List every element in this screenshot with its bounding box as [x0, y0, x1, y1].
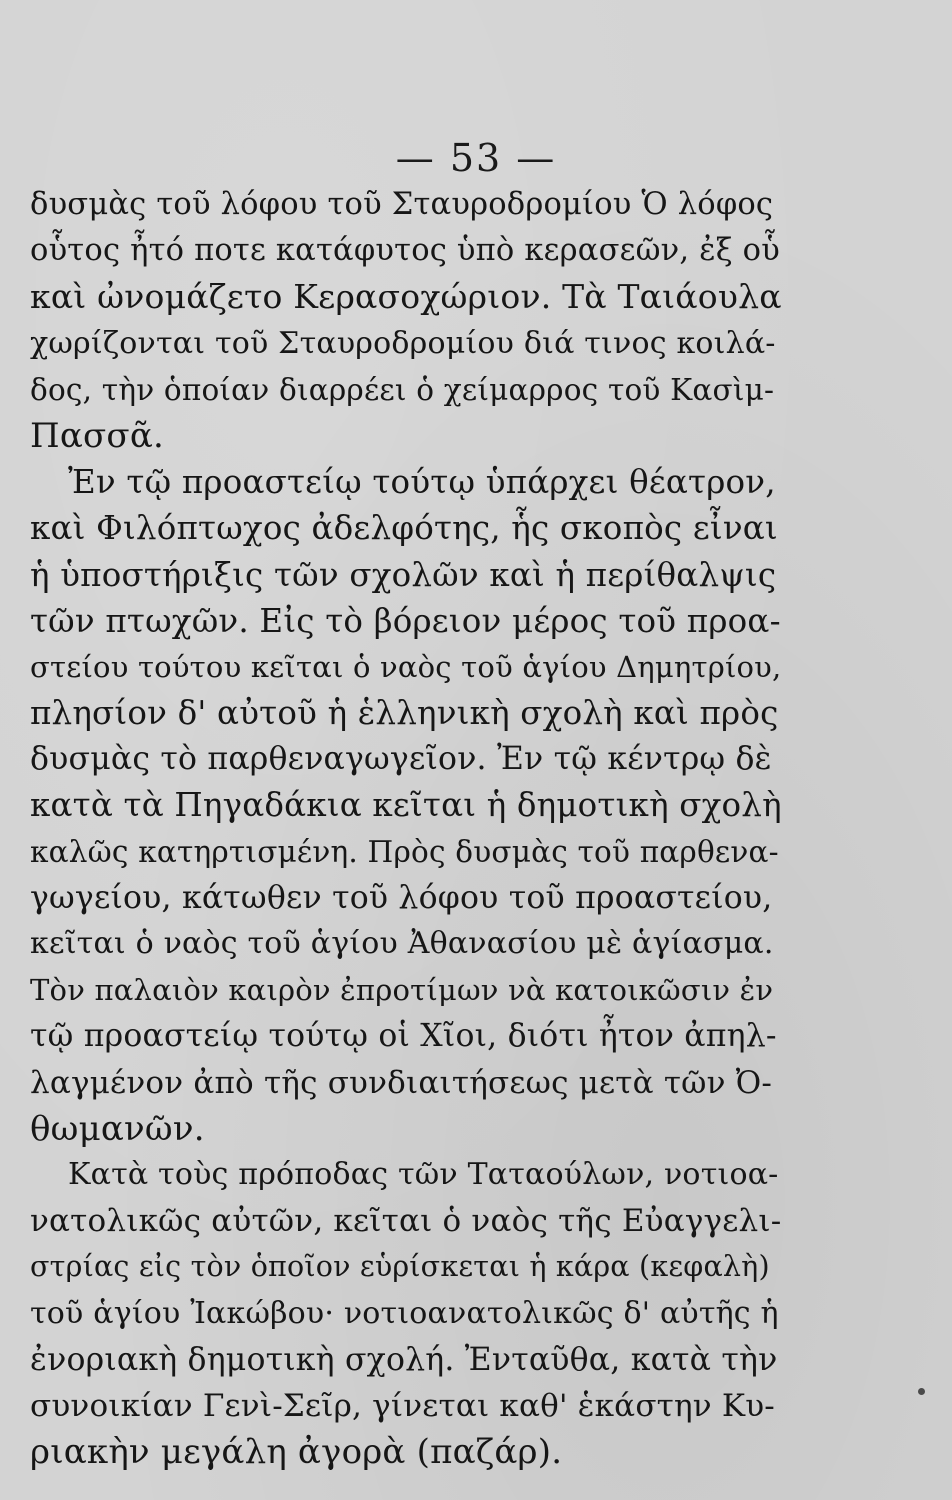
text-line: δος, τὴν ὁποίαν διαρρέει ὁ χείμαρρος τοῦ Κασὶμ-: [30, 372, 775, 407]
ink-speck: [918, 1388, 925, 1395]
text-line: θωμανῶν.: [30, 1108, 205, 1149]
text-line: χωρίζονται τοῦ Σταυροδρομίου διά τινος κοιλά-: [30, 325, 776, 361]
text-line: στρίας εἰς τὸν ὁποῖον εὑρίσκεται ἡ κάρα (κεφαλὴ): [30, 1250, 770, 1284]
text-line: τῷ προαστείῳ τούτῳ οἱ Χῖοι, διότι ἦτον ἀπηλ-: [30, 1018, 777, 1055]
body-text: [30, 182, 782, 1475]
text-line: κεῖται ὁ ναὸς τοῦ ἁγίου Ἀθανασίου μὲ ἁγίασμα.: [30, 926, 774, 961]
page-number: — 53 —: [395, 136, 557, 180]
text-line: ἡ ὑποστήριξις τῶν σχολῶν καὶ ἡ περίθαλψις: [30, 555, 777, 594]
text-line: καὶ ὠνομάζετο Κερασοχώριον. Τὰ Ταιάουλα: [30, 277, 782, 317]
text-line: Πασσᾶ.: [30, 415, 164, 456]
text-line: λαγμένον ἀπὸ τῆς συνδιαιτήσεως μετὰ τῶν Ὀ-: [30, 1064, 773, 1101]
text-line: τῶν πτωχῶν. Εἰς τὸ βόρειον μέρος τοῦ προα-: [30, 601, 781, 640]
text-line: πλησίον δ' αὐτοῦ ἡ ἑλληνικὴ σχολὴ καὶ πρὸς: [30, 694, 779, 733]
text-line: κατὰ τὰ Πηγαδάκια κεῖται ἡ δημοτικὴ σχολὴ: [30, 786, 782, 825]
text-line: ἐνοριακὴ δημοτικὴ σχολή. Ἐνταῦθα, κατὰ τὴν: [30, 1341, 778, 1378]
text-line: οὗτος ἦτό ποτε κατάφυτος ὑπὸ κερασεῶν, ἐξ οὗ: [30, 233, 780, 269]
text-line: Τὸν παλαιὸν καιρὸν ἐπροτίμων νὰ κατοικῶσιν ἐν: [30, 973, 774, 1008]
text-line: δυσμὰς τοῦ λόφου τοῦ Σταυροδρομίου Ὁ λόφος: [30, 187, 774, 222]
text-line: νατολικῶς αὐτῶν, κεῖται ὁ ναὸς τῆς Εὐαγγελι-: [30, 1203, 782, 1240]
text-line: δυσμὰς τὸ παρθεναγωγεῖον. Ἐν τῷ κέντρῳ δὲ: [30, 741, 772, 778]
text-line: συνοικίαν Γενὶ-Σεῖρ, γίνεται καθ' ἑκάστην Κυ-: [30, 1387, 775, 1424]
text-line: γωγείου, κάτωθεν τοῦ λόφου τοῦ προαστείου,: [30, 879, 773, 916]
text-line: τοῦ ἁγίου Ἰακώβου· νοτιοανατολικῶς δ' αὐτῆς ἡ: [30, 1295, 779, 1331]
paragraph-start-line: Ἐν τῷ προαστείῳ τούτῳ ὑπάρχει θέατρον,: [68, 463, 776, 502]
text-line: στείου τούτου κεῖται ὁ ναὸς τοῦ ἁγίου Δημητρίου,: [30, 649, 782, 684]
text-line: καὶ Φιλόπτωχος ἀδελφότης, ἧς σκοπὸς εἶναι: [30, 509, 778, 548]
paragraph-start-line: Κατὰ τοὺς πρόποδας τῶν Ταταούλων, νοτιοα-: [68, 1156, 779, 1192]
text-line: ριακὴν μεγάλη ἀγορὰ (παζάρ).: [30, 1432, 563, 1473]
text-line: καλῶς κατηρτισμένη. Πρὸς δυσμὰς τοῦ παρθενα-: [30, 834, 779, 869]
